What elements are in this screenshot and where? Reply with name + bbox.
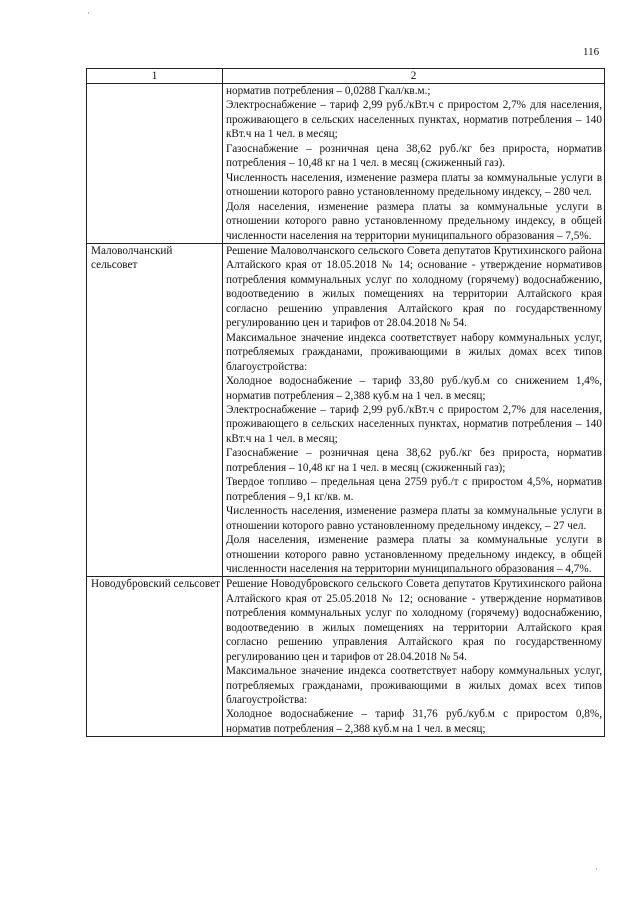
paragraph: норматив потребления – 0,0288 Гкал/кв.м.; — [226, 85, 431, 97]
row-name: Маловолчанский сельсовет — [87, 243, 223, 576]
paragraph: Твердое топливо – предельная цена 2759 руб./т с приростом 4,5%, норматив потребления – 9,1 кг/кв. м. — [226, 476, 602, 503]
table-header-row — [87, 69, 605, 84]
paragraph: Электроснабжение – тариф 2,99 руб./кВт.ч с приростом 2,7% для населения, проживающего в сельских населенных пунктах, норматив потребления – 140 кВт.ч на 1 чел. в месяц; — [226, 403, 602, 445]
row-text — [223, 243, 605, 576]
header-col-1: 1 — [87, 69, 223, 84]
row-text — [223, 84, 605, 244]
paragraph: Максимальное значение индекса соответствует набору коммунальных услуг, потребляемых гражданами, проживающими в жилых домах всех типов благоустройства: — [226, 665, 602, 707]
table-row — [87, 243, 605, 576]
paragraph: Численность населения, изменение размера платы за коммунальные услуги в отношении которого равно установленному предельному индексу, – 280 чел. — [226, 171, 602, 199]
paragraph: Численность населения, изменение размера платы за коммунальные услуги в отношении которого равно установленному предельному индексу, – 27 чел. — [226, 505, 602, 532]
table-row — [87, 577, 605, 737]
document-table — [86, 68, 605, 737]
row-name: Новодубровский сельсовет — [87, 577, 223, 737]
scan-speck — [88, 12, 89, 14]
paragraph: Электроснабжение – тариф 2,99 руб./кВт.ч с приростом 2,7% для населения, проживающего в сельских населенных пунктах, норматив потребления – 140 кВт.ч на 1 чел. в месяц; — [226, 99, 602, 141]
row-name — [87, 84, 223, 244]
scan-speck — [596, 868, 597, 870]
paragraph: Доля населения, изменение размера платы за коммунальные услуги в отношении которого равно установленному предельному индексу, в общей численности населения на территории муниципального образования – 4,7%. — [226, 534, 602, 575]
paragraph: Решение Новодубровского сельского Совета депутатов Крутихинского района Алтайского края от 25.05.2018 № 12; основание - утверждение нормативов потребления коммунальных услуг по холодному (горячему) водоснабжению, водоотведению в жилых помещениях на территории Алтайского края согласно решению управления Алтайского края по государственному регулированию цен и тарифов от 28.04.2018 № 54. — [226, 578, 602, 663]
header-col-2: 2 — [223, 69, 605, 84]
paragraph: Холодное водоснабжение – тариф 33,80 руб./куб.м со снижением 1,4%, норматив потребления – 2,388 куб.м на 1 чел. в месяц; — [226, 375, 602, 402]
page-number: 116 — [583, 46, 600, 58]
paragraph: Газоснабжение – розничная цена 38,62 руб./кг без прироста, норматив потребления – 10,48 кг на 1 чел. в месяц (сжиженный газ); — [226, 447, 602, 474]
paragraph: Холодное водоснабжение – тариф 31,76 руб./куб.м с приростом 0,8%, норматив потребления – 2,388 куб.м на 1 чел. в месяц; — [226, 708, 602, 735]
table-row — [87, 84, 605, 244]
paragraph: Газоснабжение – розничная цена 38,62 руб./кг без прироста, норматив потребления – 10,48 кг на 1 чел. в месяц (сжиженный газ). — [226, 142, 602, 170]
paragraph: Решение Маловолчанского сельского Совета депутатов Крутихинского района Алтайского края от 18.05.2018 № 14; основание - утверждение нормативов потребления коммунальных услуг по холодному (горячему) водоснабжению, водоотведению в жилых помещениях на территории Алтайского края согласно решению управления Алтайского края по государственному регулированию цен и тарифов от 28.04.2018 № 54. — [226, 244, 602, 330]
paragraph: Максимальное значение индекса соответствует набору коммунальных услуг, потребляемых гражданами, проживающими в жилых домах всех типов благоустройства: — [226, 331, 602, 373]
paragraph: Доля населения, изменение размера платы за коммунальные услуги в отношении которого равно установленному предельному индексу, в общей численности населения на территории муниципального образования – 7,5%. — [226, 200, 602, 242]
row-text — [223, 577, 605, 737]
